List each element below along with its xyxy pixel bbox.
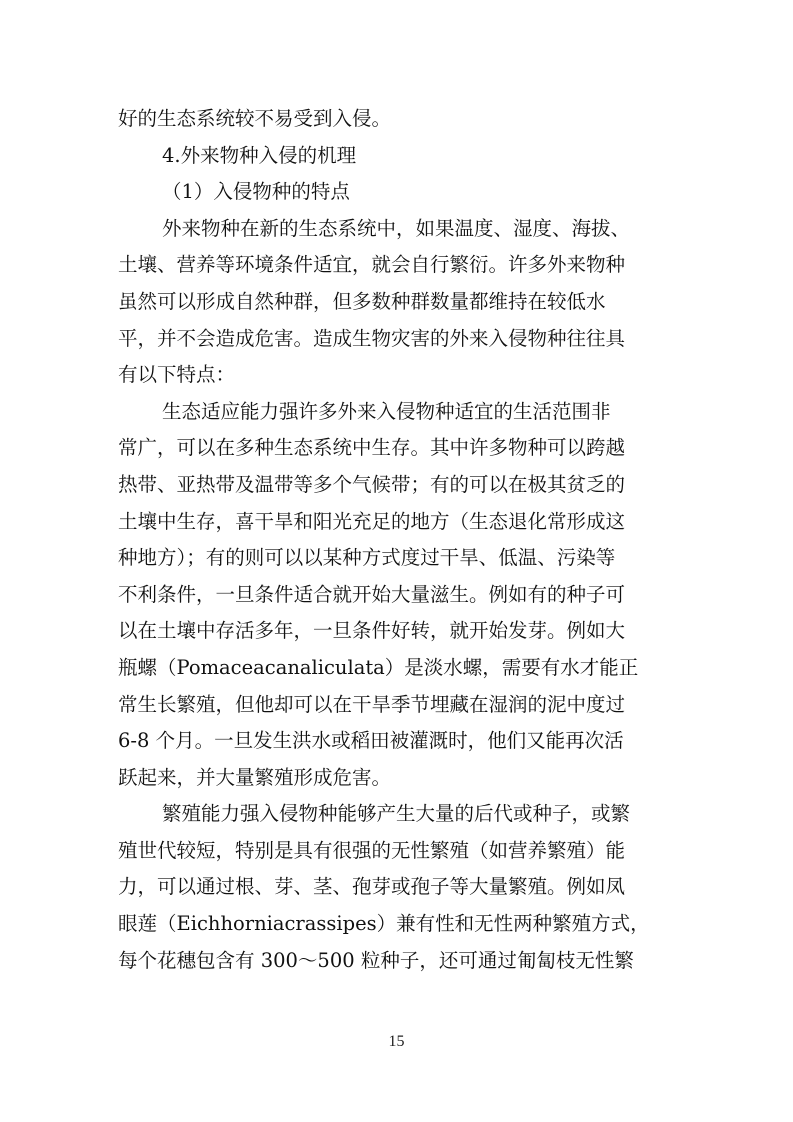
text-line: 常广，可以在多种生态系统中生存。其中许多物种可以跨越 (118, 436, 626, 460)
text-line: 6-8 个月。一旦发生洪水或稻田被灌溉时，他们又能再次活 (118, 729, 624, 753)
text-line: 常生长繁殖，但他却可以在干旱季节埋藏在湿润的泥中度过 (118, 692, 626, 716)
text-line: 繁殖能力强入侵物种能够产生大量的后代或种子，或繁 (162, 802, 631, 826)
text-line: 跃起来，并大量繁殖形成危害。 (118, 765, 392, 789)
text-line: 土壤中生存，喜干旱和阳光充足的地方（生态退化常形成这 (118, 509, 626, 533)
text-line: 眼莲（Eichhorniacrassipes）兼有性和无性两种繁殖方式， (118, 912, 650, 936)
text-line: 有以下特点： (118, 363, 236, 387)
text-line: 热带、亚热带及温带等多个气候带；有的可以在极其贫乏的 (118, 472, 626, 496)
text-line: 平，并不会造成危害。造成生物灾害的外来入侵物种往往具 (118, 326, 626, 350)
text-line: 殖世代较短，特别是具有很强的无性繁殖（如营养繁殖）能 (118, 838, 626, 862)
text-line: 每个花穗包含有 300～500 粒种子，还可通过匍匐枝无性繁 (118, 948, 634, 972)
text-line: 不利条件，一旦条件适合就开始大量滋生。例如有的种子可 (118, 582, 626, 606)
text-line: 以在土壤中存活多年，一旦条件好转，就开始发芽。例如大 (118, 619, 626, 643)
subsection-heading: （1）入侵物种的特点 (162, 180, 350, 204)
text-line: 种地方）；有的则可以以某种方式度过干旱、低温、污染等 (118, 546, 616, 570)
section-heading: 4.外来物种入侵的机理 (162, 143, 357, 167)
text-line: 土壤、营养等环境条件适宜，就会自行繁衍。许多外来物种 (118, 253, 626, 277)
text-line: 好的生态系统较不易受到入侵。 (118, 107, 392, 130)
text-line: 外来物种在新的生态系统中，如果温度、湿度、海拔、 (162, 216, 631, 240)
page-number: 15 (388, 1033, 405, 1050)
text-line: 虽然可以形成自然种群，但多数种群数量都维持在较低水 (118, 289, 606, 313)
text-line: 瓶螺（Pomaceacanaliculata）是淡水螺，需要有水才能正 (118, 655, 639, 679)
text-line: 生态适应能力强许多外来入侵物种适宜的生活范围非 (162, 399, 611, 423)
text-line: 力，可以通过根、芽、茎、孢芽或孢子等大量繁殖。例如凤 (118, 875, 626, 899)
body-text (118, 101, 684, 979)
